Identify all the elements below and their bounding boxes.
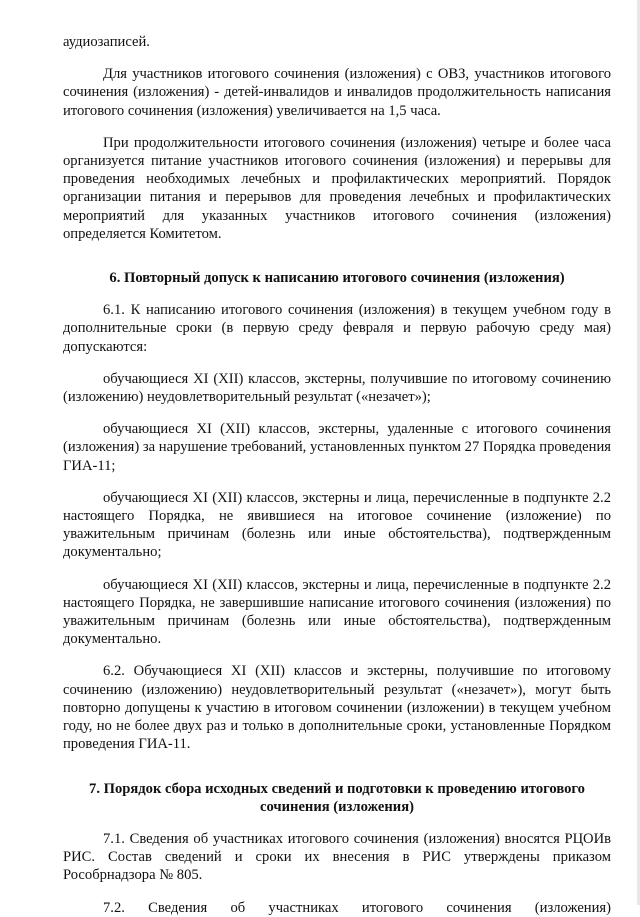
- list-item-not-completed: обучающиеся XI (XII) классов, экстерны и лица, перечисленные в подпункте 2.2 настоящего Порядка, не завершившие написание итогового сочинения (изложения) по уважительным причинам (болезнь или иные обстоятельства), подтвержденным документально.: [63, 576, 611, 648]
- paragraph-6-1: 6.1. К написанию итогового сочинения (изложения) в текущем учебном году в дополнительные сроки (в первую среду февраля и первую рабочую среду мая) допускаются:: [63, 302, 611, 355]
- paragraph-ovz-duration: Для участников итогового сочинения (изложения) с ОВЗ, участников итогового сочинения (изложения) - детей-инвалидов и инвалидов продолжительность написания итогового сочинения (изложения) увеличивается на 1,5 часа.: [63, 66, 611, 119]
- paragraph-meals-breaks: При продолжительности итогового сочинения (изложения) четыре и более часа организуется питание участников итогового сочинения (изложения) и перерывы для проведения необходимых лечебных и профилактических мероприятий. Порядок организации питания и перерывов для проведения лечебных и профилактических мероприятий для указанных участников итогового сочинения (изложения) определяется Комитетом.: [63, 134, 611, 242]
- section-7-heading: 7. Порядок сбора исходных сведений и подготовки к проведению итогового сочинения (изложения): [89, 780, 585, 815]
- paragraph-7-1: 7.1. Сведения об участниках итогового сочинения (изложения) вносятся РЦОИв РИС. Состав сведений и сроки их внесения в РИС утверждены приказом Рособрнадзора № 805.: [63, 830, 611, 884]
- paragraph-7-2: 7.2. Сведения об участниках итогового сочинения (изложения): [103, 899, 611, 916]
- paragraph-audio-recordings: аудиозаписей.: [63, 34, 150, 50]
- document-page: [63, 33, 611, 917]
- list-item-removed: обучающиеся XI (XII) классов, экстерны, удаленные с итогового сочинения (изложения) за нарушение требований, установленных пунктом 27 Порядка проведения ГИА-11;: [63, 421, 611, 474]
- section-6-heading: 6. Повторный допуск к написанию итогового сочинения (изложения): [109, 270, 565, 287]
- list-item-unsatisfactory: обучающиеся XI (XII) классов, экстерны, получившие по итоговому сочинению (изложению) неудовлетворительный результат («незачет»);: [63, 370, 611, 406]
- paragraph-6-2: 6.2. Обучающиеся XI (XII) классов и экстерны, получившие по итоговому сочинению (изложению) неудовлетворительный результат («незачет»), могут быть повторно допущены к участию в итоговом сочинении (изложении) в текущем учебном году, но не более двух раз и только в дополнительные сроки, установленные Порядком проведения ГИА-11.: [63, 663, 611, 753]
- list-item-absent: обучающиеся XI (XII) классов, экстерны и лица, перечисленные в подпункте 2.2 настоящего Порядка, не явившиеся на итоговое сочинение (изложение) по уважительным причинам (болезнь или иные обстоятельства), подтвержденным документально;: [63, 489, 611, 561]
